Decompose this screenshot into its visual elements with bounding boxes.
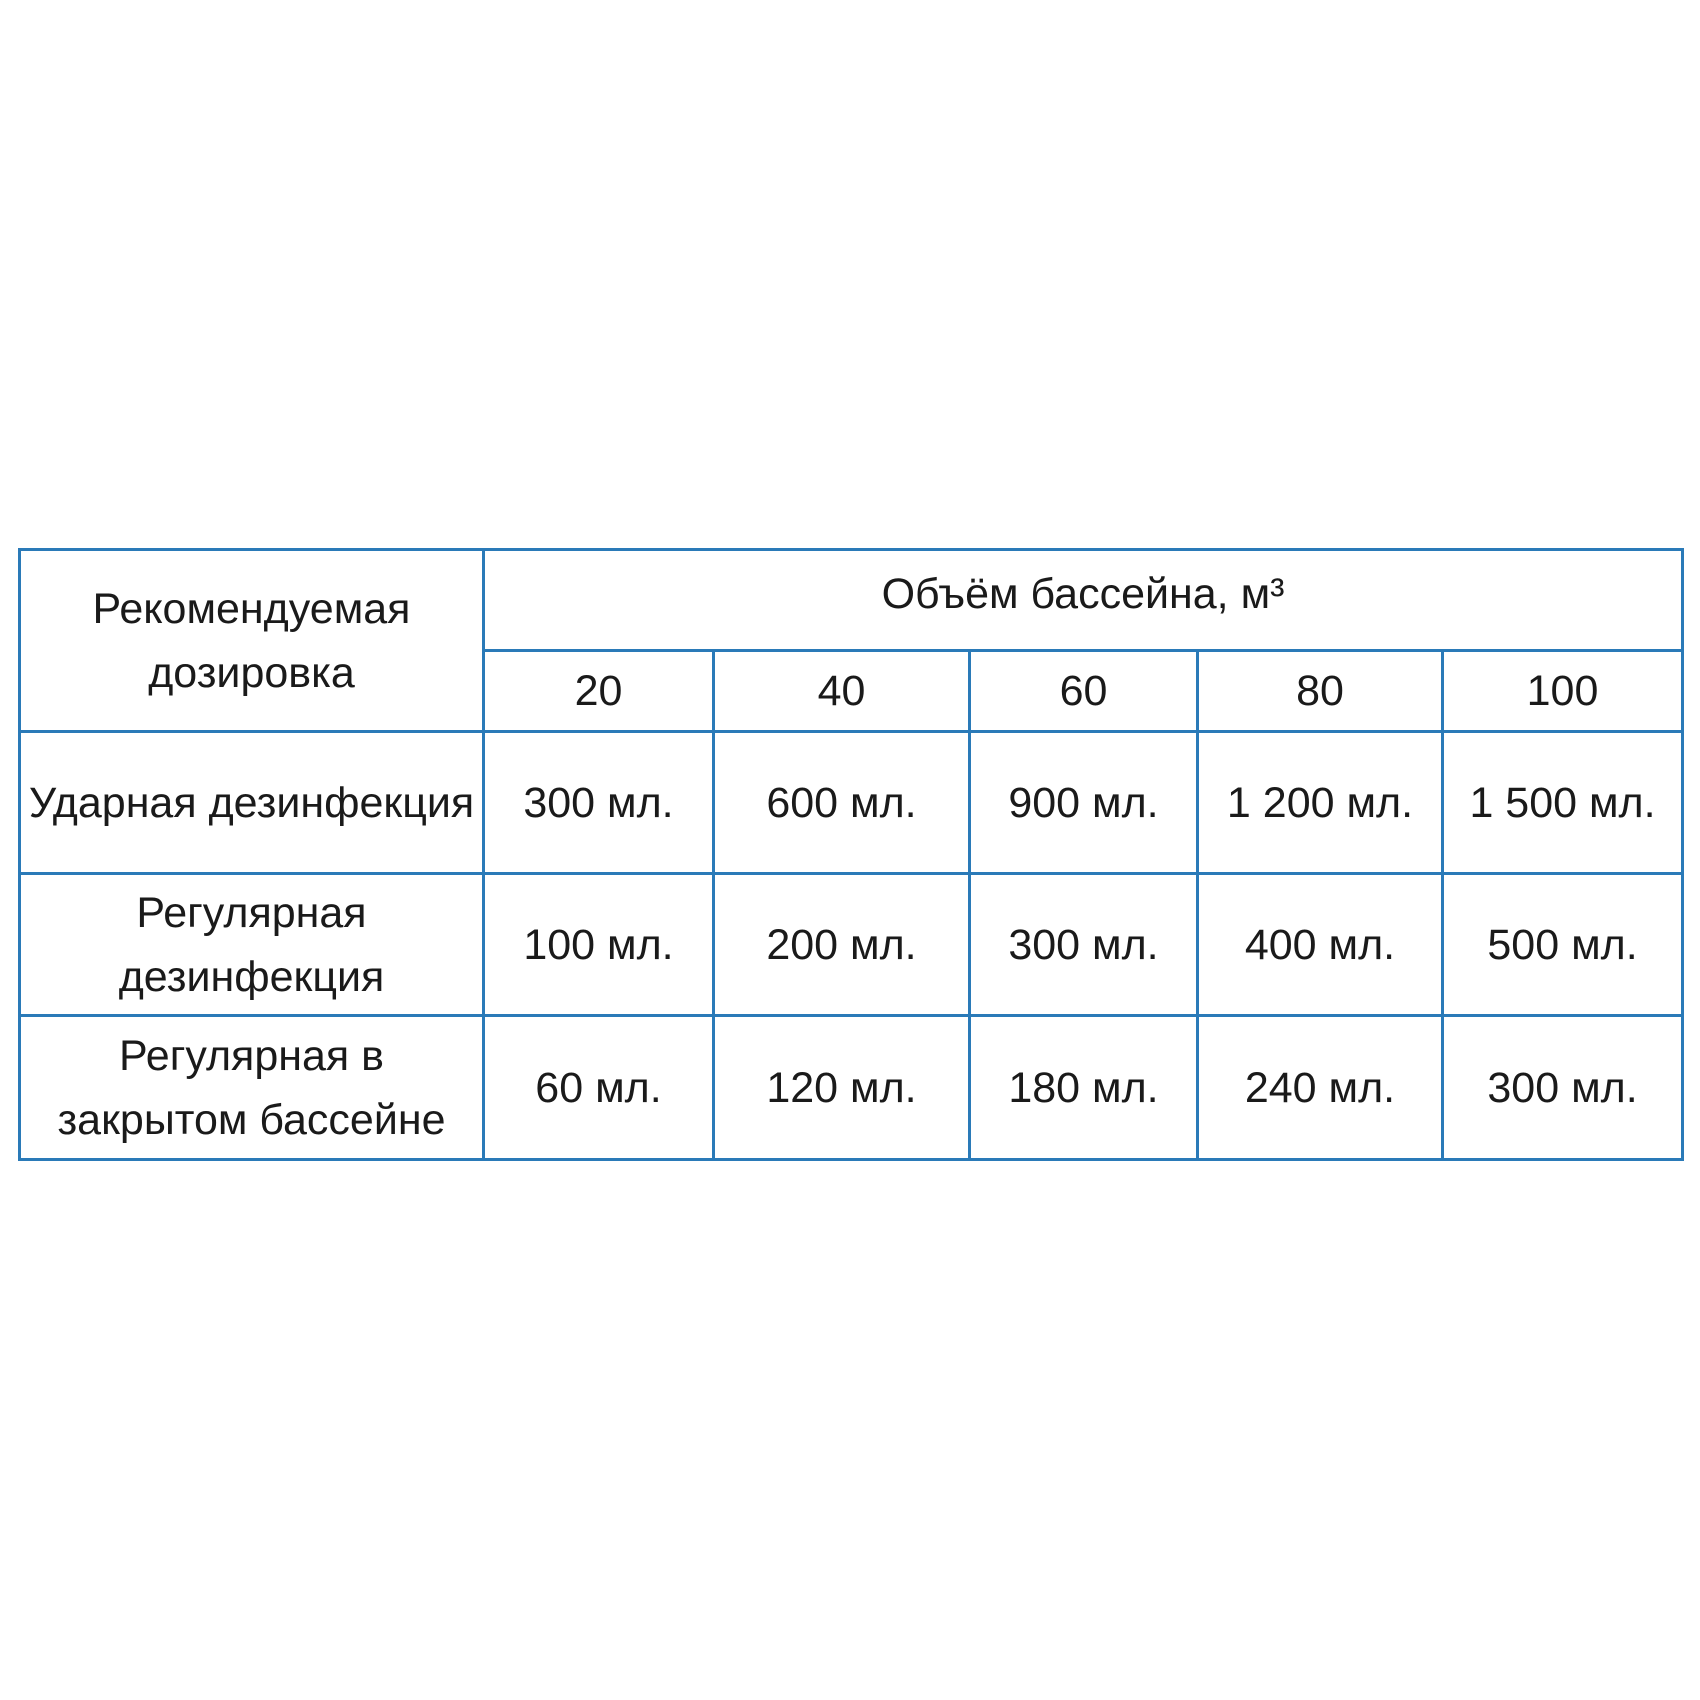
- corner-label: Рекомендуемая дозировка: [92, 584, 411, 697]
- row-label: Регулярная дезинфекция: [20, 874, 484, 1016]
- table-cell: 60 мл.: [484, 1016, 714, 1160]
- table-cell: 300 мл.: [970, 874, 1198, 1016]
- table-cell: 300 мл.: [484, 732, 714, 874]
- volume-header-40: 40: [714, 651, 970, 732]
- table-cell: 500 мл.: [1443, 874, 1683, 1016]
- volume-header-60: 60: [970, 651, 1198, 732]
- row-label: Ударная дезинфекция: [20, 732, 484, 874]
- table-cell: 200 мл.: [714, 874, 970, 1016]
- dosage-table: [18, 548, 1684, 1161]
- table-cell: 100 мл.: [484, 874, 714, 1016]
- row-label: Регулярная в закрытом бассейне: [20, 1016, 484, 1160]
- table-row: [20, 1016, 1683, 1160]
- table-cell: 400 мл.: [1198, 874, 1443, 1016]
- volume-header-80: 80: [1198, 651, 1443, 732]
- table-cell: 300 мл.: [1443, 1016, 1683, 1160]
- table-cell: 180 мл.: [970, 1016, 1198, 1160]
- table-cell: 600 мл.: [714, 732, 970, 874]
- volume-header-100: 100: [1443, 651, 1683, 732]
- table-row: [20, 874, 1683, 1016]
- volume-header-20: 20: [484, 651, 714, 732]
- volume-header-cell: [484, 550, 1683, 651]
- table-cell: 900 мл.: [970, 732, 1198, 874]
- corner-label-cell: [20, 550, 484, 732]
- table-cell: 1 500 мл.: [1443, 732, 1683, 874]
- table-cell: 240 мл.: [1198, 1016, 1443, 1160]
- table-cell: 1 200 мл.: [1198, 732, 1443, 874]
- volume-header: Объём бассейна, м³: [881, 570, 1285, 618]
- table-cell: 120 мл.: [714, 1016, 970, 1160]
- table-header-row: [20, 550, 1683, 651]
- table-row: [20, 732, 1683, 874]
